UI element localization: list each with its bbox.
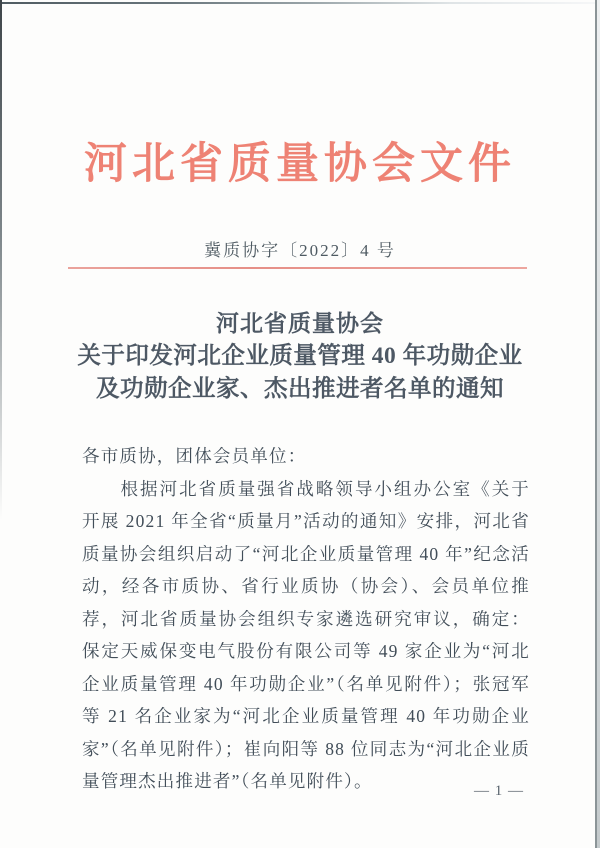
salutation-line: 各市质协，团体会员单位： bbox=[82, 446, 307, 466]
document-title bbox=[0, 307, 600, 406]
body-paragraph: 根据河北省质量强省战略领导小组办公室《关于开展 2021 年全省“质量月”活动的通知》安排，河北省质量协会组织启动了“河北企业质量管理 40 年”纪念活动，经各市质协、省行业质协（协会）、会员单位推荐，河北省质量协会组织专家遴选研究审议，确定：保定天威保变电气股份有限公司等 49 家企业为“河北企业质量管理 40 年功勋企业”（名单见附件）；张冠军等 21 名企业家为“河北企业质量管理 40 年功勋企业家”（名单见附件）；崔向阳等 88 位同志为“河北企业质量管理杰出推进者”（名单见附件）。 bbox=[82, 478, 530, 791]
scan-edge-top bbox=[0, 2, 600, 4]
scan-edge-right-line bbox=[595, 0, 597, 848]
document-reference-number: 冀质协字〔2022〕4 号 bbox=[204, 241, 396, 260]
document-title-line-1: 河北省质量协会 bbox=[216, 311, 384, 336]
document-header-title: 河北省质量协会文件 bbox=[84, 141, 516, 188]
document-body bbox=[82, 440, 530, 798]
document-title-line-2: 关于印发河北企业质量管理 40 年功勋企业 bbox=[77, 343, 523, 369]
document-title-line-3: 及功勋企业家、杰出推进者名单的通知 bbox=[96, 376, 504, 402]
page-number: — 1 — bbox=[474, 783, 524, 799]
red-divider-line bbox=[68, 267, 527, 269]
